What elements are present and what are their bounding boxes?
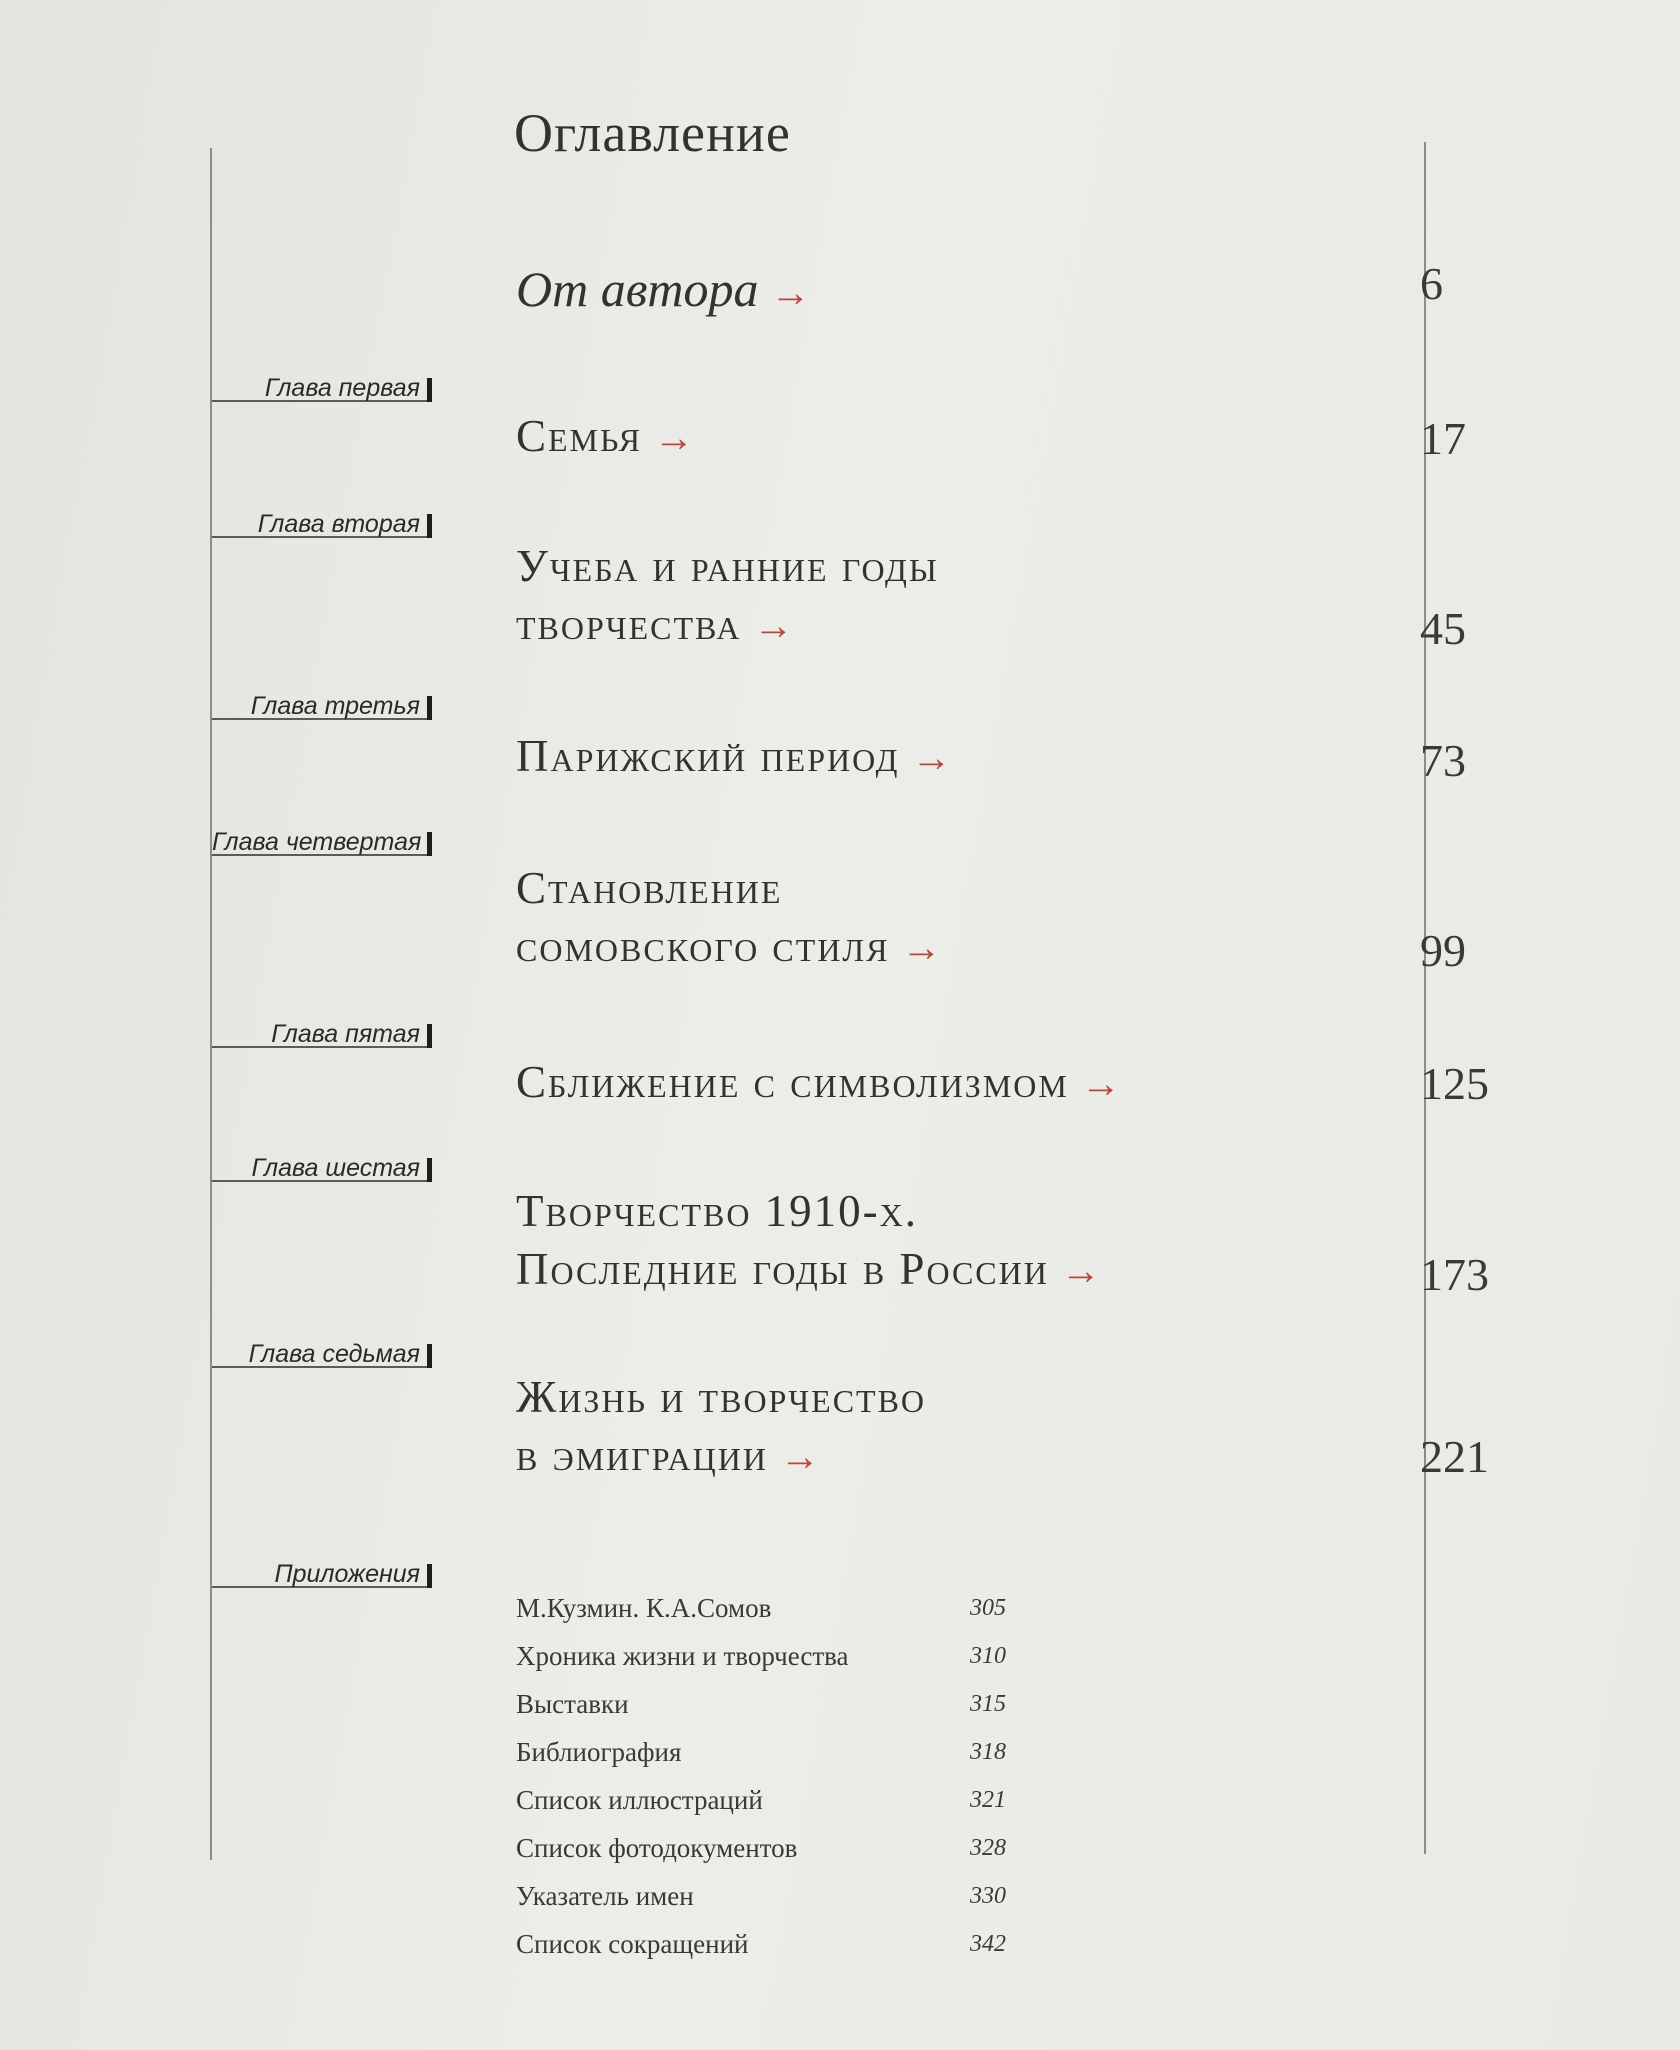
- appendix-item-title: М.Кузмин. К.А.Сомов: [516, 1593, 772, 1623]
- toc-entry-chapter-4[interactable]: [516, 859, 943, 977]
- left-vertical-rule: [210, 148, 212, 1860]
- page-number: 221: [1420, 1431, 1489, 1482]
- appendix-item[interactable]: [516, 1920, 1036, 1968]
- toc-entry-chapter-1[interactable]: [516, 407, 696, 467]
- toc-entry-chapter-6[interactable]: [516, 1182, 1103, 1300]
- appendix-item-title: Список сокращений: [516, 1929, 749, 1959]
- chapter-label-text: Глава третья: [250, 692, 420, 720]
- appendix-item-page: 321: [970, 1787, 1006, 1813]
- right-vertical-rule: [1424, 142, 1426, 1854]
- appendix-item-page: 328: [970, 1835, 1006, 1861]
- entry-title-line: Семья: [516, 411, 643, 461]
- chapter-label: [212, 1020, 432, 1048]
- entry-title-line: Сближение с символизмом: [516, 1057, 1069, 1107]
- chapter-label-text: Глава пятая: [271, 1020, 420, 1048]
- page-number: 17: [1420, 413, 1466, 464]
- arrow-right-icon: →: [911, 735, 954, 780]
- appendix-item-title: Список иллюстраций: [516, 1785, 763, 1815]
- arrow-right-icon: →: [1080, 1061, 1123, 1106]
- chapter-label: [212, 374, 432, 402]
- arrow-right-icon: →: [770, 270, 811, 315]
- page-number: 73: [1420, 735, 1466, 786]
- label-tick: [427, 378, 432, 402]
- chapter-label: [212, 1154, 432, 1182]
- chapter-label: [212, 1340, 432, 1368]
- appendix-item-page: 330: [970, 1883, 1006, 1909]
- appendix-item-page: 310: [970, 1643, 1006, 1669]
- chapter-label: [212, 828, 432, 856]
- chapter-label-text: Глава седьмая: [248, 1340, 420, 1368]
- appendix-item[interactable]: [516, 1728, 1036, 1776]
- arrow-right-icon: →: [654, 415, 697, 460]
- label-tick: [427, 832, 432, 856]
- appendix-item[interactable]: [516, 1824, 1036, 1872]
- appendix-item-page: 342: [970, 1931, 1006, 1957]
- toc-entry-preface[interactable]: [516, 260, 811, 322]
- toc-entry-chapter-3[interactable]: [516, 727, 953, 787]
- appendix-item[interactable]: [516, 1872, 1036, 1920]
- appendix-item[interactable]: [516, 1584, 1036, 1632]
- entry-title: От автора: [516, 261, 759, 317]
- entry-title-line: в эмиграции: [516, 1430, 768, 1480]
- entry-title-line: Учеба и ранние годы: [516, 541, 939, 591]
- appendix-item-title: Библиография: [516, 1737, 682, 1767]
- label-tick: [427, 1158, 432, 1182]
- arrow-right-icon: →: [1060, 1248, 1103, 1293]
- label-tick: [427, 1564, 432, 1588]
- appendix-item-title: Указатель имен: [516, 1881, 694, 1911]
- appendix-item-title: Список фотодокументов: [516, 1833, 798, 1863]
- appendix-item-page: 315: [970, 1691, 1006, 1717]
- chapter-label: [212, 510, 432, 538]
- label-tick: [427, 696, 432, 720]
- entry-title-line: Парижский период: [516, 731, 900, 781]
- appendix-item-title: Хроника жизни и творчества: [516, 1641, 849, 1671]
- chapter-label-text: Глава первая: [264, 374, 420, 402]
- entry-title-line: творчества: [516, 599, 742, 649]
- page-number: 6: [1420, 258, 1443, 309]
- entry-title-line: Жизнь и творчество: [516, 1372, 927, 1422]
- toc-entry-chapter-5[interactable]: [516, 1053, 1123, 1113]
- appendix-item[interactable]: [516, 1680, 1036, 1728]
- entry-title-line: Творчество 1910-х.: [516, 1186, 919, 1236]
- page-number: 125: [1420, 1058, 1489, 1109]
- label-tick: [427, 1024, 432, 1048]
- appendix-item[interactable]: [516, 1632, 1036, 1680]
- appendix-item-page: 318: [970, 1739, 1006, 1765]
- page-title: Оглавление: [514, 103, 791, 163]
- chapter-label-text: Глава вторая: [257, 510, 420, 538]
- page-number: 99: [1420, 925, 1466, 976]
- page-number: 45: [1420, 603, 1466, 654]
- appendix-list: [516, 1584, 1036, 1968]
- arrow-right-icon: →: [753, 603, 796, 648]
- chapter-label: [212, 692, 432, 720]
- entry-title-line: Становление: [516, 863, 783, 913]
- chapter-label-text: Глава шестая: [251, 1154, 420, 1182]
- toc-entry-chapter-2[interactable]: [516, 537, 939, 655]
- arrow-right-icon: →: [779, 1434, 822, 1479]
- chapter-label-appendix: [212, 1560, 432, 1588]
- toc-entry-chapter-7[interactable]: [516, 1368, 926, 1486]
- entry-title-line: Последние годы в России: [516, 1244, 1049, 1294]
- chapter-label-text: Глава четвертая: [212, 828, 422, 856]
- entry-title-line: сомовского стиля: [516, 921, 890, 971]
- appendix-item-title: Выставки: [516, 1689, 629, 1719]
- page-number: 173: [1420, 1249, 1489, 1300]
- label-tick: [427, 514, 432, 538]
- chapter-label-text: Приложения: [274, 1560, 420, 1588]
- appendix-item-page: 305: [970, 1595, 1006, 1621]
- arrow-right-icon: →: [901, 925, 944, 970]
- label-tick: [427, 1344, 432, 1368]
- appendix-item[interactable]: [516, 1776, 1036, 1824]
